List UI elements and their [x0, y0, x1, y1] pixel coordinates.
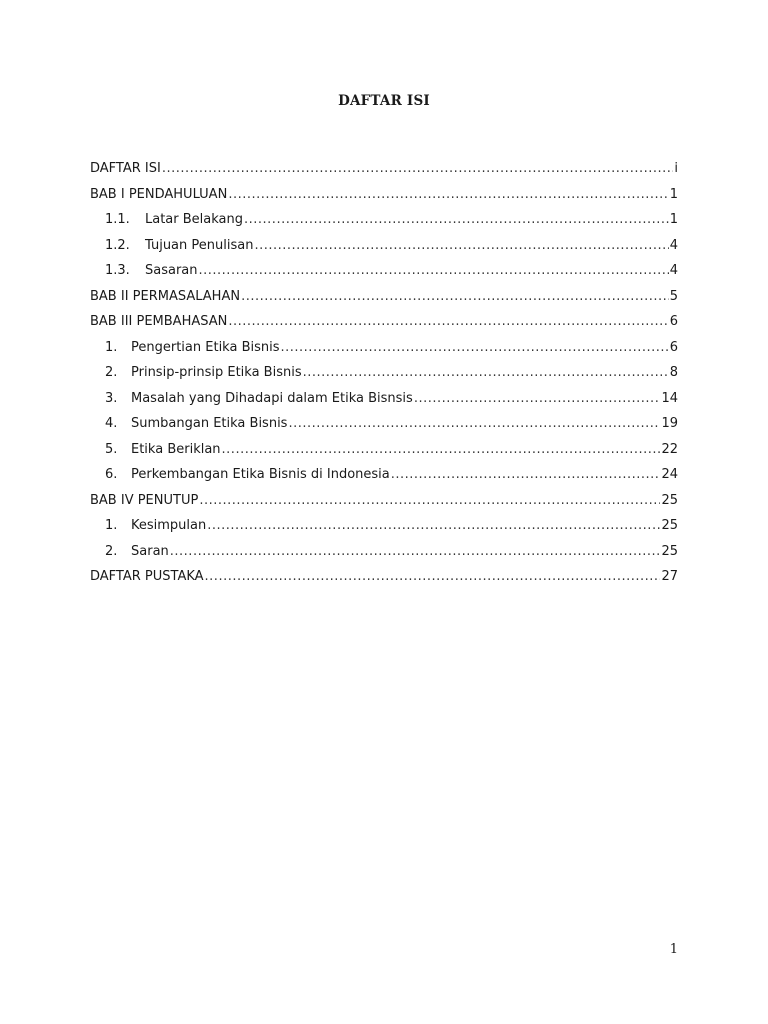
- toc-entry-page: 4: [669, 237, 678, 253]
- toc-entry-title: BAB II PERMASALAHAN: [90, 288, 241, 304]
- toc-entry-number: 2.: [105, 543, 118, 559]
- toc-entry-page: 6: [669, 339, 678, 355]
- toc-entry-page: 25: [661, 518, 678, 533]
- toc-entry-page: 1: [669, 212, 678, 227]
- toc-entry-number: 3.: [105, 390, 118, 406]
- toc-entry-page: 4: [669, 263, 678, 278]
- toc-entry[interactable]: [90, 182, 678, 208]
- page-number: 1: [669, 942, 678, 957]
- toc-entry[interactable]: [90, 233, 678, 259]
- toc-entry[interactable]: [90, 539, 678, 565]
- toc-entry[interactable]: [90, 513, 678, 539]
- toc-entry-page: 5: [669, 288, 678, 304]
- toc-dot-leader: [244, 207, 669, 233]
- toc-dot-leader: [414, 386, 661, 412]
- toc-entry-page: 24: [661, 467, 678, 482]
- toc-entry[interactable]: [90, 284, 678, 310]
- toc-entry[interactable]: [90, 488, 678, 514]
- toc-entry[interactable]: [90, 386, 678, 412]
- toc-entry-page: 27: [661, 569, 678, 584]
- toc-entry-number: 4.: [105, 416, 118, 431]
- toc-entry-page: 19: [661, 416, 678, 431]
- toc-entry[interactable]: [90, 437, 678, 463]
- toc-dot-leader: [199, 258, 669, 284]
- toc-dot-leader: [391, 462, 661, 488]
- toc-entry-title: BAB I PENDAHULUAN: [90, 186, 228, 202]
- toc-entry-title: Sumbangan Etika Bisnis: [131, 416, 288, 431]
- toc-entry-page: 25: [661, 492, 678, 508]
- table-of-contents: [90, 156, 678, 590]
- toc-entry-title: Tujuan Penulisan: [145, 237, 254, 253]
- toc-entry-page: 25: [661, 543, 678, 559]
- toc-entry[interactable]: [90, 258, 678, 284]
- toc-entry-number: 1.: [105, 339, 118, 355]
- toc-dot-leader: [162, 156, 674, 182]
- toc-entry-title: Etika Beriklan: [131, 441, 221, 457]
- toc-entry-number: 1.: [105, 518, 118, 533]
- toc-entry-title: Pengertian Etika Bisnis: [131, 339, 280, 355]
- toc-dot-leader: [170, 539, 661, 565]
- toc-dot-leader: [207, 513, 660, 539]
- toc-entry-title: Latar Belakang: [145, 212, 244, 227]
- toc-entry[interactable]: [90, 564, 678, 590]
- toc-entry-title: BAB III PEMBAHASAN: [90, 314, 228, 329]
- toc-entry-number: 1.3.: [105, 263, 130, 278]
- toc-entry-number: 1.1.: [105, 212, 130, 227]
- toc-entry-number: 6.: [105, 467, 118, 482]
- toc-dot-leader: [222, 437, 661, 463]
- toc-entry-page: 22: [661, 441, 678, 457]
- toc-dot-leader: [281, 335, 669, 361]
- toc-dot-leader: [228, 309, 668, 335]
- toc-entry-page: 8: [669, 365, 678, 380]
- toc-entry-title: BAB IV PENUTUP: [90, 492, 199, 508]
- toc-entry[interactable]: [90, 360, 678, 386]
- toc-entry-number: 5.: [105, 441, 118, 457]
- toc-entry-title: Masalah yang Dihadapi dalam Etika Bisnsis: [131, 390, 413, 406]
- toc-dot-leader: [303, 360, 669, 386]
- toc-entry-title: Perkembangan Etika Bisnis di Indonesia: [131, 467, 390, 482]
- toc-entry-title: Sasaran: [145, 263, 198, 278]
- toc-entry-page: 14: [661, 390, 678, 406]
- toc-dot-leader: [199, 488, 660, 514]
- toc-entry-title: DAFTAR ISI: [90, 161, 161, 176]
- toc-entry[interactable]: [90, 335, 678, 361]
- toc-dot-leader: [228, 182, 668, 208]
- toc-entry-title: DAFTAR PUSTAKA: [90, 569, 204, 584]
- toc-entry-title: Saran: [131, 543, 169, 559]
- toc-entry-title: Kesimpulan: [131, 518, 207, 533]
- toc-entry[interactable]: [90, 462, 678, 488]
- toc-entry-page: 6: [669, 314, 678, 329]
- toc-entry[interactable]: [90, 156, 678, 182]
- toc-entry-number: 2.: [105, 365, 118, 380]
- toc-dot-leader: [205, 564, 661, 590]
- toc-entry-page: i: [674, 161, 678, 176]
- toc-dot-leader: [288, 411, 660, 437]
- toc-entry-number: 1.2.: [105, 237, 130, 253]
- toc-entry[interactable]: [90, 207, 678, 233]
- toc-entry[interactable]: [90, 411, 678, 437]
- page-title: DAFTAR ISI: [338, 93, 430, 109]
- toc-entry[interactable]: [90, 309, 678, 335]
- toc-dot-leader: [254, 233, 668, 259]
- toc-dot-leader: [241, 284, 669, 310]
- toc-entry-title: Prinsip-prinsip Etika Bisnis: [131, 365, 302, 380]
- toc-entry-page: 1: [669, 186, 678, 202]
